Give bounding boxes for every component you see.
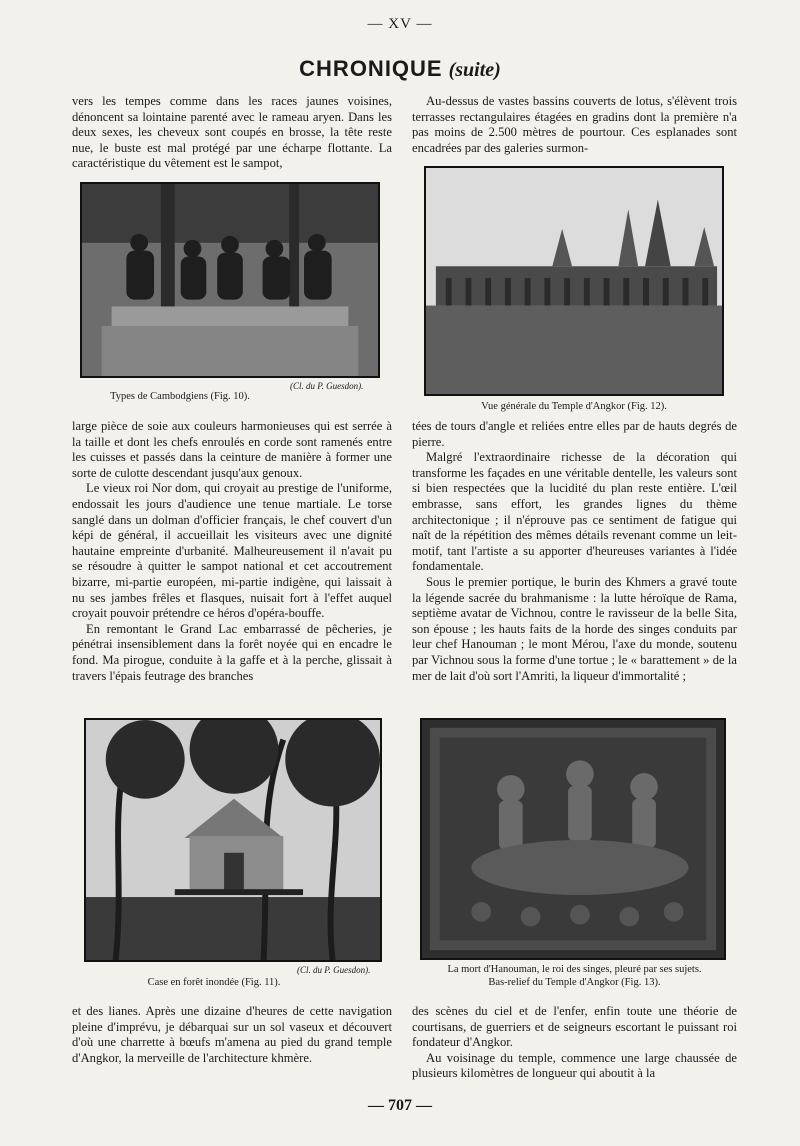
figure-10-photo [80,182,380,378]
heading-suffix: (suite) [448,59,501,81]
paragraph: En remontant le Grand Lac embarrassé de pêcheries, je pénétrai insensiblement dans la forêt noyée qui en encadre le fond. Ma pirogue, conduite à la gaffe et à la perche, glissait à travers l'épais feutrage des branches [72,621,392,683]
figure-13-caption-line1: La mort d'Hanouman, le roi des singes, pleuré par ses sujets. [447,964,702,975]
paragraph: Malgré l'extraordinaire richesse de la décoration qui transforme les façades en une véritable dentelle, les valeurs sont si bien respectées que la lucidité du plan reste entière. L'œil embrasse, sans effort, les grandes lignes du thème architectonique ; il n'éprouve pas ce sentiment de fatigue qui naît de la répétition des mêmes détails revenant comme un leit-motif, tant l'artiste a su apporter d'heureuses variantes à l'idée fondamentale. [412,450,737,574]
col2-top-text [412,94,737,156]
paragraph: et des lianes. Après une dizaine d'heures de cette navigation pleine d'imprévu, je débarquai sur un sol vaseux et découvert d'où une charrette à bœufs m'amena au pied du grand temple d'Angkor, la merveille de l'architecture khmère. [72,1004,392,1065]
figure-10-credit: (Cl. du P. Guesdon). [290,381,364,391]
paragraph: des scènes du ciel et de l'enfer, enfin toute une théorie de courtisans, de guerriers et de seigneurs escortant le puissant roi fondateur d'Angkor. [412,1004,737,1050]
page-roman-number: — XV — [367,16,433,32]
paragraph: Sous le premier portique, le burin des Khmers a gravé toute la légende sacrée du brahmanisme : la lutte héroïque de Rama, septième avatar de Vichnou, contre le ravisseur de la belle Sita, son épouse ; les hauts faits de la horde des singes conduits par leur chef Hanouman ; le mont Mérou, l'axe du monde, soutenu par Vichnou sous la forme d'une tortue ; le « barattement » de la mer de lait d'où sort l'Amriti, la liqueur d'immortalité ; [412,574,737,683]
figure-12-caption: Vue générale du Temple d'Angkor (Fig. 12). [481,401,667,412]
page-heading [0,56,800,82]
page-number: — 707 — [368,1097,432,1114]
figure-13-photo [420,718,726,960]
figure-13-caption-line2: Bas-relief du Temple d'Angkor (Fig. 13). [488,977,661,988]
paragraph: Au voisinage du temple, commence une large chaussée de plusieurs kilomètres de longueur qui aboutit à la [412,1050,737,1081]
figure-10-caption: Types de Cambodgiens (Fig. 10). [110,391,250,402]
paragraph: large pièce de soie aux couleurs harmonieuses qui est serrée à la taille et dont les chefs enroulés en corde sont ramenés entre les cuisses et passés dans la ceinture de manière à former une sorte de culotte descendant jusqu'aux genoux. [72,419,392,480]
col1-bottom-text [72,1004,392,1066]
figure-11-caption: Case en forêt inondée (Fig. 11). [147,977,281,988]
col2-bottom-text [412,1004,737,1082]
paragraph: Au-dessus de vastes bassins couverts de lotus, s'élèvent trois terrasses rectangulaires étagées en gradins dont la première n'a pas moins de 2.500 mètres de pourtour. Ces esplanades sont encadrées par des galeries surmon- [412,94,737,155]
col1-top-text [72,94,392,172]
paragraph: Le vieux roi Nor dom, qui croyait au prestige de l'uniforme, endossait les jours d'audience une tenue martiale. Le torse sanglé dans un dolman d'officier français, le chef couvert d'un képi de général, il accueillait les visiteurs avec une dignité hautaine empreinte d'urbanité. Malheureusement il n'avait pu se résoudre à quitter le sampot national et cet accoutrement bizarre, mi-partie européen, mi-partie indigène, qui laissait à nu ses jambes frêles et flasques, nuisait fort à l'effet auquel croyait pouvoir prétendre ce héros d'opéra-bouffe. [72,481,392,621]
figure-12-photo [424,166,724,396]
cambodians-illustration [82,184,378,376]
flooded-forest-illustration [86,720,380,960]
figure-11-photo [84,718,382,962]
paragraph: tées de tours d'angle et reliées entre elles par de hauts degrés de pierre. [412,419,737,449]
angkor-temple-illustration [426,168,722,394]
heading-title: CHRONIQUE [299,56,443,81]
figure-11-credit: (Cl. du P. Guesdon). [297,965,371,975]
bas-relief-illustration [422,720,724,958]
col2-mid-text [412,419,737,684]
paragraph: vers les tempes comme dans les races jaunes voisines, dénoncent sa lointaine parenté avec le rameau aryen. Dans les deux sexes, les cheveux sont coupés en brosse, la tête reste nue, le buste est mal protégé par une écharpe flottante. La caractéristique du vêtement est le sampot, [72,94,392,171]
col1-mid-text [72,419,392,684]
